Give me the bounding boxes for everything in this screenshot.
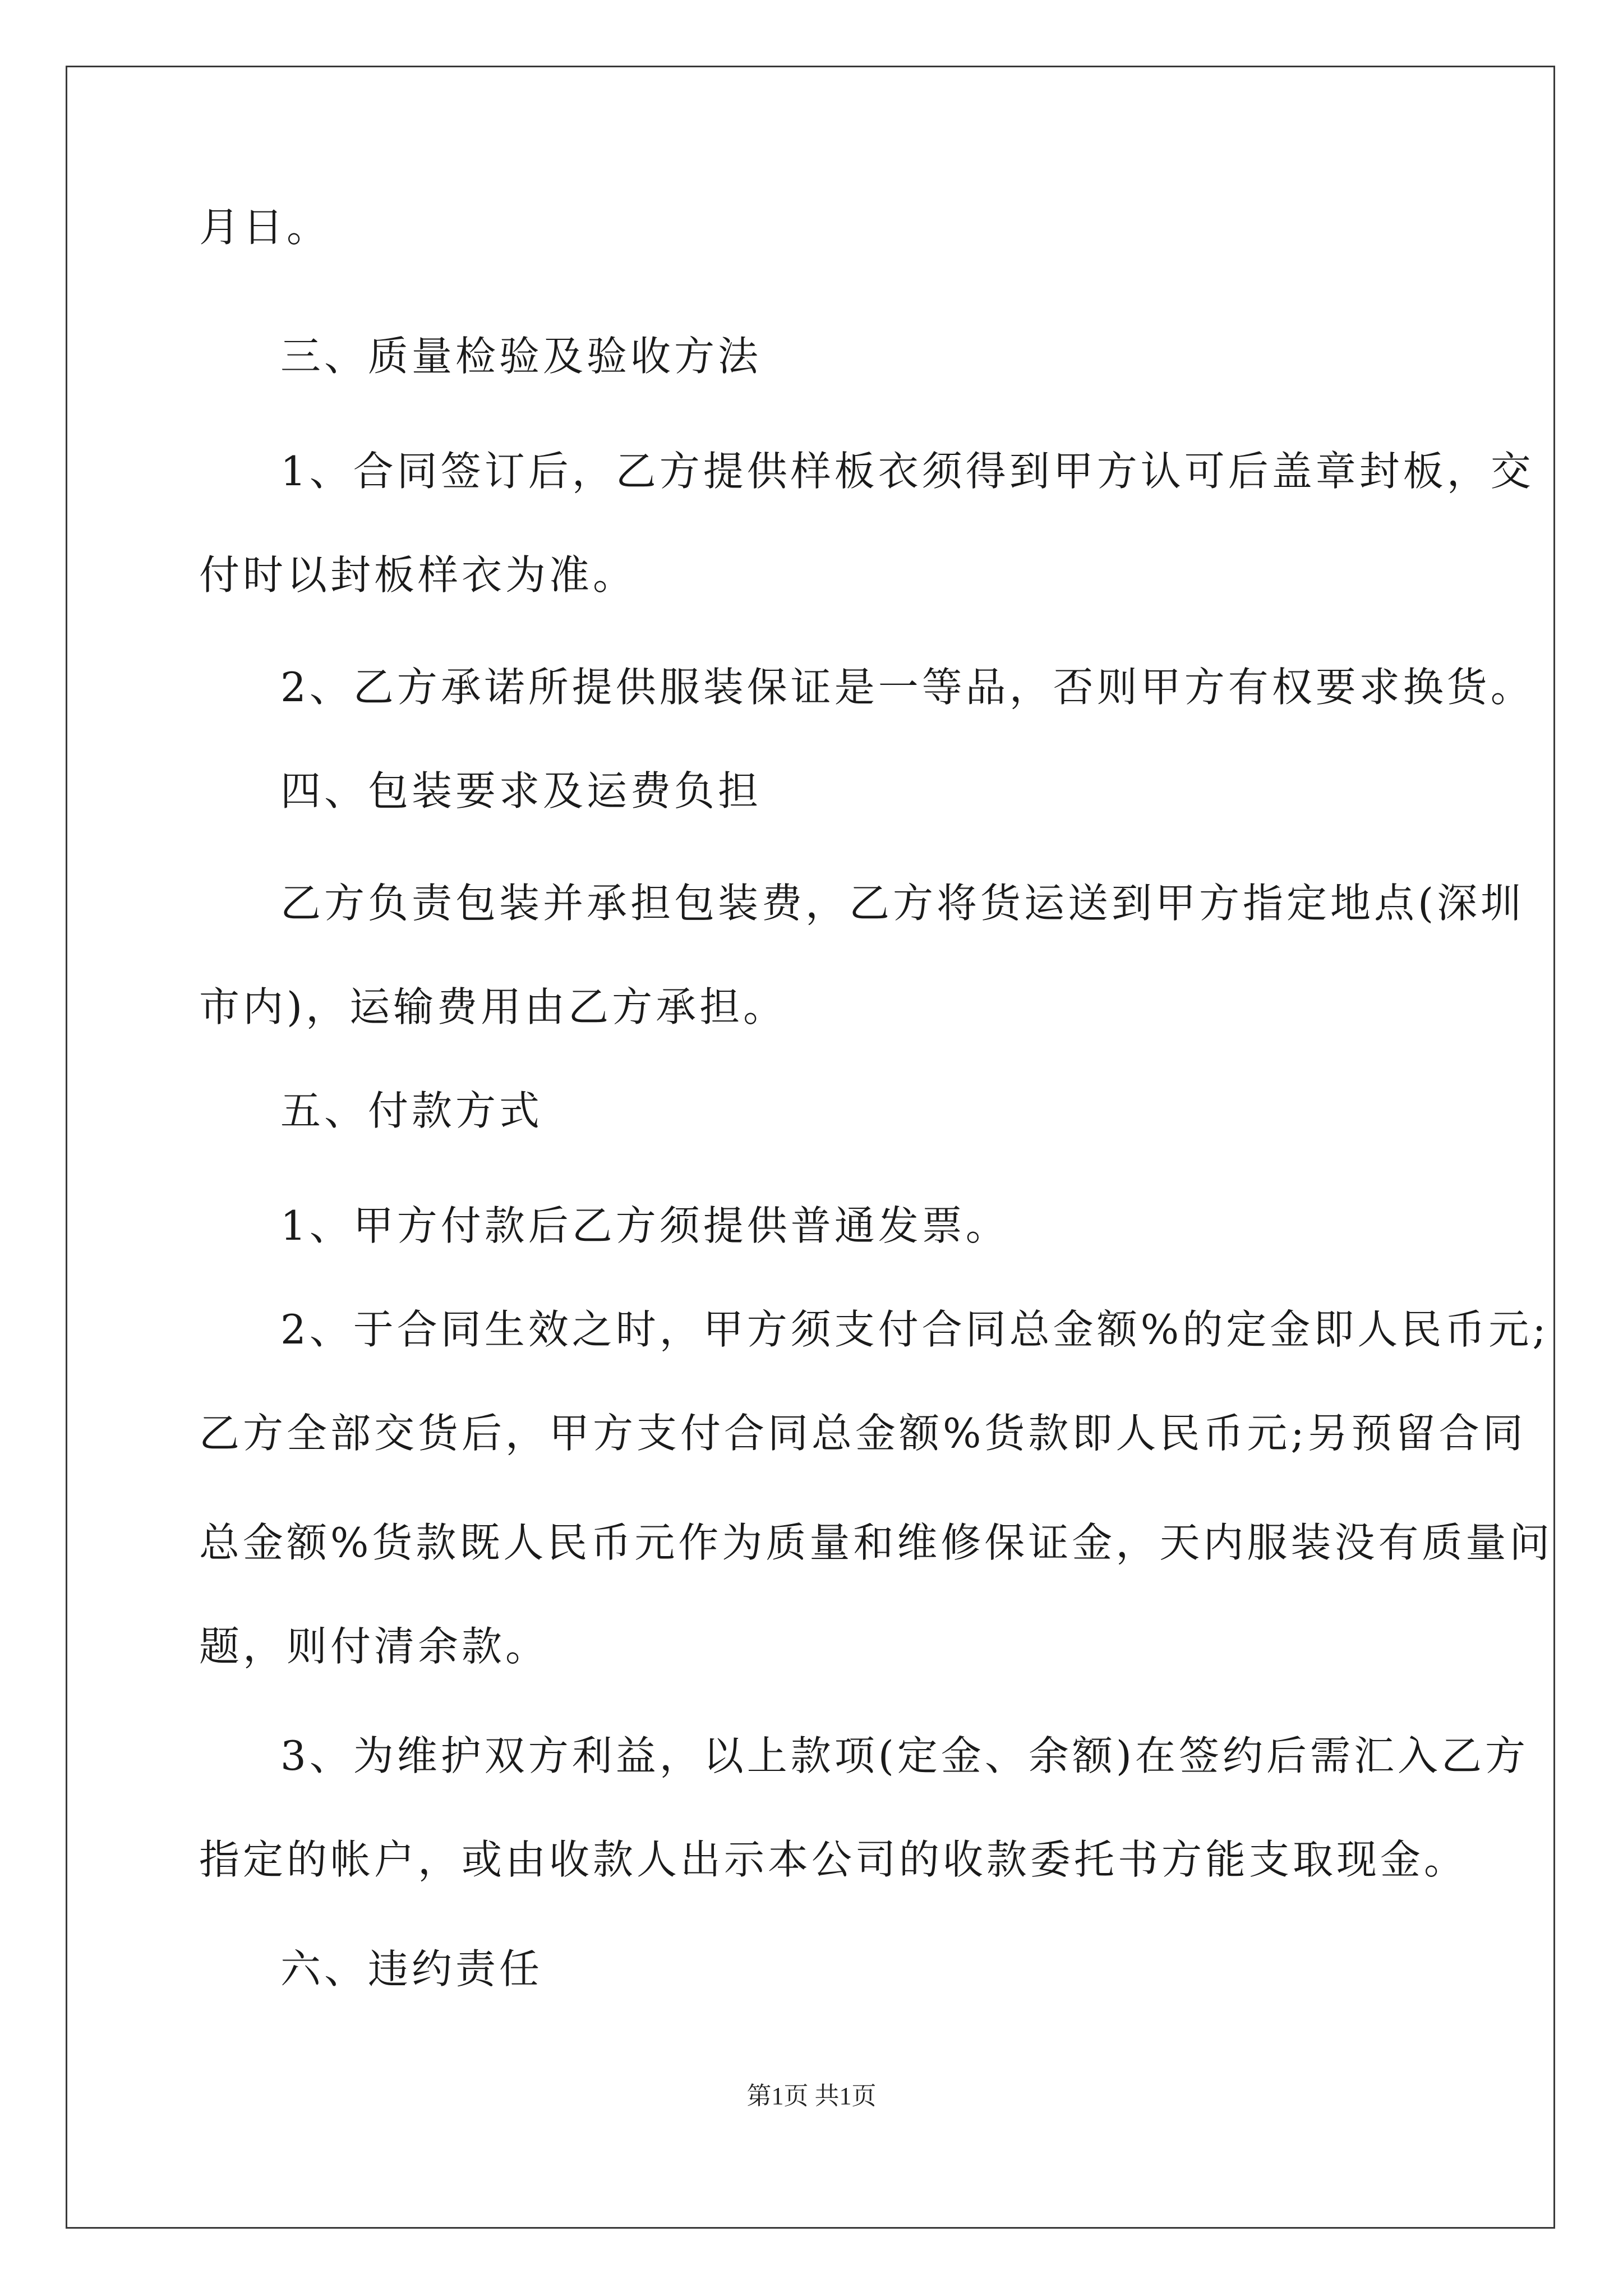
text-line: 1、甲方付款后乙方须提供普通发票。 <box>280 1202 1009 1249</box>
text-line: 指定的帐户，或由收款人出示本公司的收款委托书方能支取现金。 <box>199 1836 1468 1883</box>
page-footer: 第1页 共1页 <box>746 2082 877 2110</box>
text-line: 题，则付清余款。 <box>199 1623 550 1670</box>
text-line: 乙方负责包装并承担包装费，乙方将货运送到甲方指定地点(深圳 <box>280 880 1525 927</box>
text-line: 3、为维护双方利益，以上款项(定金、余额)在签约后需汇入乙方 <box>280 1732 1529 1779</box>
text-line: 2、于合同生效之时，甲方须支付合同总金额%的定金即人民币元; <box>280 1306 1550 1353</box>
section-heading: 四、包装要求及运费负担 <box>280 767 762 815</box>
text-line: 1、合同签订后，乙方提供样板衣须得到甲方认可后盖章封板，交 <box>280 448 1534 495</box>
text-line: 乙方全部交货后，甲方支付合同总金额%货款即人民币元;另预留合同 <box>199 1410 1527 1457</box>
text-line: 2、乙方承诺所提供服装保证是一等品，否则甲方有权要求换货。 <box>280 664 1534 711</box>
text-line: 总金额%货款既人民币元作为质量和维修保证金，天内服装没有质量问 <box>199 1519 1553 1566</box>
section-heading: 三、质量检验及验收方法 <box>280 333 762 380</box>
text-line: 市内)，运输费用由乙方承担。 <box>199 983 787 1030</box>
section-heading: 五、付款方式 <box>280 1087 543 1134</box>
text-line: 月日。 <box>199 204 331 251</box>
text-line: 付时以封板样衣为准。 <box>199 551 637 599</box>
section-heading: 六、违约责任 <box>280 1945 543 1993</box>
page-border <box>66 66 1555 2229</box>
